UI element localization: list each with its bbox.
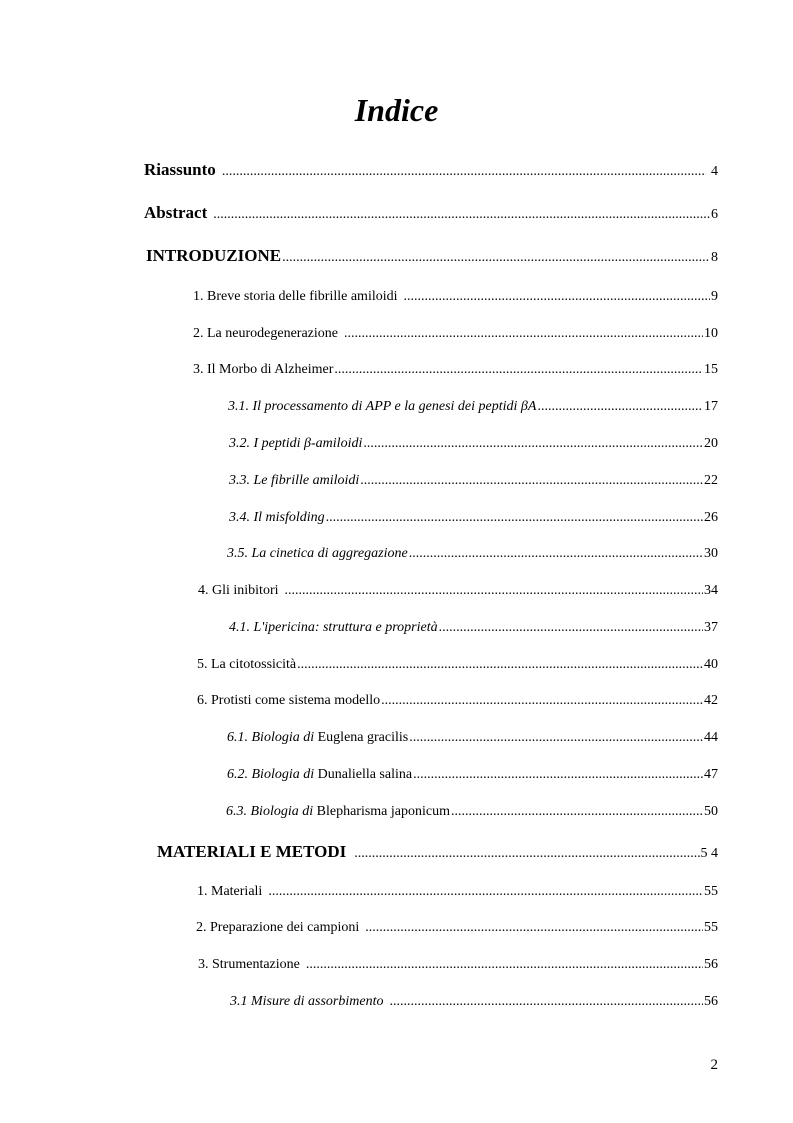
toc-leader [285,583,704,599]
toc-leader [409,730,703,746]
toc-entry-label: Abstract [144,203,208,222]
toc-leader [381,693,703,709]
toc-entry [193,289,718,305]
toc-leader [413,767,703,783]
toc-page-number: 37 [704,620,718,635]
toc-entry-label: 1. Materiali [197,884,263,899]
species-name: Dunaliella salina [317,767,413,782]
toc-entry-prefix: 6.1. Biologia di [227,730,315,745]
toc-leader [537,399,703,415]
toc-entry [230,994,718,1010]
toc-entry [193,362,718,378]
toc-leader [268,884,703,900]
toc-page-number: 26 [704,510,718,525]
toc-page-number: 17 [704,399,718,414]
toc-entry-label: INTRODUZIONE [146,246,282,265]
toc-entry-label: MATERIALI E METODI [157,842,347,861]
toc-leader [282,250,710,266]
toc-entry-label: Riassunto [144,160,216,179]
species-name: Blepharisma japonicum [316,804,450,819]
toc-entry-materiali-e-metodi [157,842,718,862]
toc-leader [360,473,703,489]
toc-entry [226,804,718,820]
toc-entry-label: 5. La citotossicità [197,657,297,672]
toc-entry-abstract [144,203,718,223]
toc-entry-label: 2. Preparazione dei campioni [196,920,360,935]
toc-page-number: 55 [704,884,718,899]
toc-entry [193,326,718,342]
toc-entry-label [227,767,412,783]
toc-entry-label: 3. Il Morbo di Alzheimer [193,362,334,377]
toc-leader [365,920,703,936]
toc-entry [198,583,718,599]
toc-entry-prefix: 6.3. Biologia di [226,804,314,819]
toc-entry [229,473,718,489]
toc-entry-label: 3.4. Il misfolding [229,510,325,525]
toc-page-number: 34 [704,583,718,598]
toc-page-number: 8 [711,250,718,265]
toc-page-number: 40 [704,657,718,672]
toc-entry [228,399,718,415]
toc-leader [222,164,706,180]
toc-page-number: 44 [704,730,718,745]
toc-entry [227,546,718,562]
toc-entry [196,920,718,936]
toc-page-number: 30 [704,546,718,561]
toc-entry [227,730,718,746]
toc-leader [306,957,703,973]
page-number: 2 [710,1057,718,1073]
toc-page-number: 55 [704,920,718,935]
toc-leader [334,362,703,378]
toc-entry-label: 3.3. Le fibrille amiloidi [229,473,360,488]
toc-entry-prefix: 6.2. Biologia di [227,767,315,782]
toc-entry [197,884,718,900]
toc-page-number: 42 [704,693,718,708]
toc-entry-label: 6. Protisti come sistema modello [197,693,381,708]
toc-entry-label: 3.1. Il processamento di APP e la genesi dei peptidi βA [228,399,537,414]
toc-page-number: 56 [704,957,718,972]
toc-page-number: 4 [711,164,718,179]
toc-entry-label: 3.5. La cinetica di aggregazione [227,546,408,561]
toc-page-number: 22 [704,473,718,488]
toc-entry [197,657,718,673]
toc-page-number: 9 [711,289,718,304]
toc-leader [354,846,699,862]
toc-entry-label: 2. La neurodegenerazione [193,326,338,341]
toc-page-number: 50 [704,804,718,819]
toc-entry-label: 1. Breve storia delle fibrille amiloidi [193,289,398,304]
toc-entry [197,693,718,709]
toc-entry-label: 3. Strumentazione [198,957,300,972]
toc-entry-label [227,730,408,746]
toc-page-number: 15 [704,362,718,377]
toc-entry-label [226,804,450,820]
toc-entry-riassunto [144,160,718,180]
toc-leader [326,510,703,526]
toc-entry [229,620,718,636]
toc-leader [439,620,703,636]
toc-leader [297,657,703,673]
toc-entry [229,436,718,452]
toc-entry [229,510,718,526]
toc-page-number: 20 [704,436,718,451]
toc-leader [404,289,711,305]
toc-leader [389,994,703,1010]
species-name: Euglena gracilis [317,730,409,745]
toc-page-number: 56 [704,994,718,1009]
toc-entry [198,957,718,973]
toc-leader [451,804,703,820]
toc-entry-label: 3.1 Misure di assorbimento [230,994,384,1009]
toc-page-number: 5 4 [700,846,718,861]
toc-page-number: 10 [704,326,718,341]
toc-leader [363,436,703,452]
toc-title: Indice [354,92,439,128]
toc-entry-label: 4.1. L'ipericina: struttura e proprietà [229,620,438,635]
toc-entry-label: 3.2. I peptidi β-amiloidi [229,436,363,451]
toc-leader [409,546,703,562]
toc-entry-label: 4. Gli inibitori [198,583,279,598]
toc-page-number: 47 [704,767,718,782]
toc-leader [213,207,710,223]
toc-leader [344,326,703,342]
toc-page-number: 6 [711,207,718,222]
toc-entry-introduzione [146,246,718,266]
toc-entry [227,767,718,783]
